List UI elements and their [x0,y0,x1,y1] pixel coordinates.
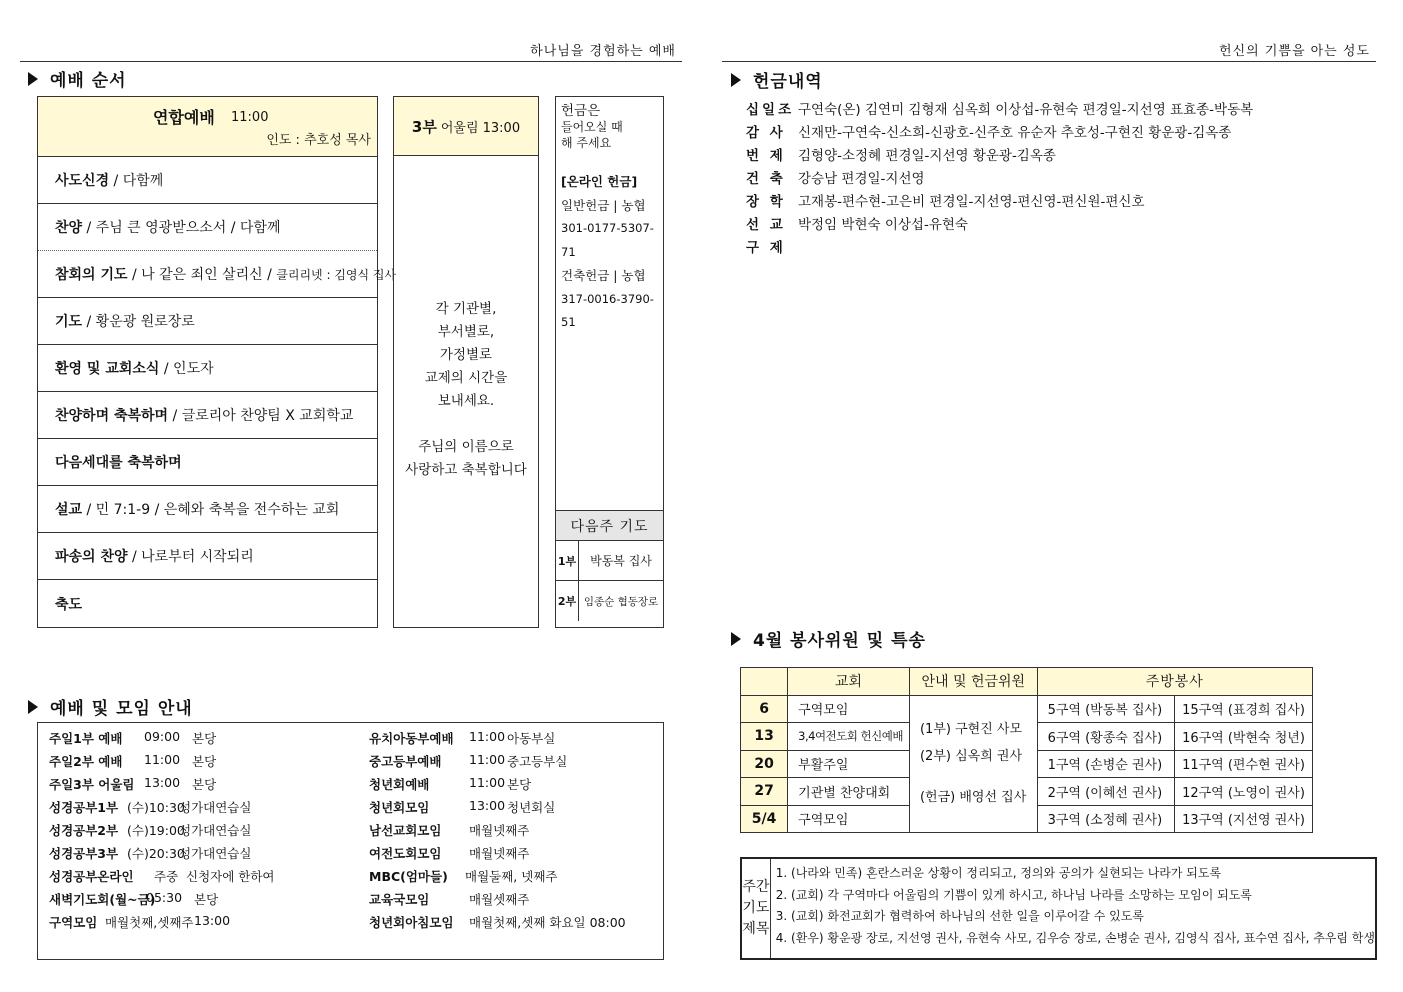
offering-title: 헌금내역 [731,67,823,92]
prayer-item: 3. (교회) 화전교회가 협력하여 하나님의 선한 일을 이루어갈 수 있도록 [775,909,1144,923]
joint-service-time: 11:00 [231,110,269,125]
meeting-time: (수)10:30 [127,800,185,815]
third-service-line: 각 기관별, [435,301,497,317]
order-item-detail: / 황운광 원로장로 [82,314,195,330]
meeting-name: 성경공부1부 [49,800,119,815]
order-item-detail: / 주님 큰 영광받으소서 / 다함께 [82,220,281,236]
meeting-name: 주일1부 예배 [49,731,123,746]
meeting-row [369,775,669,795]
meeting-time: (수)20:30 [127,846,185,861]
meeting-place: 본당 [192,777,217,792]
offering-info-box [555,96,664,628]
next-prayer-row: 2부 임종순 협동장로 [556,581,663,621]
triangle-bullet-icon [731,73,741,87]
meeting-name: MBC(엄마들) [369,869,448,884]
order-item [38,251,397,298]
meeting-time: 11:00 [469,752,506,767]
meeting-row [369,867,669,887]
offering-item [746,190,1366,210]
meeting-row [49,890,349,910]
guide-volunteer: (1부) 구현진 사모 [919,721,1023,737]
meeting-name: 여전도회모임 [369,846,442,861]
offering-category: 구 제 [746,240,786,256]
weekly-prayer-box [740,857,1377,960]
order-item-name: 기도 [55,314,83,330]
order-item [38,392,377,439]
kitchen-duty: 13구역 (지선영 권사) [1175,805,1313,833]
meeting-place: 본당 [192,731,217,746]
meeting-time: 매월첫째,셋째주 [105,915,194,930]
order-item [38,580,377,627]
volunteer-date: 27 [741,778,788,806]
order-item [38,439,377,486]
meeting-name: 새벽기도회(월~금) [49,892,156,907]
volunteer-row [741,695,1313,723]
meeting-place: 성가대연습실 [179,823,252,838]
offering-item [746,121,1366,141]
offering-names: 고재봉-편수현-고은비 편경일-지선영-편신영-편신원-편신호 [798,194,1145,210]
order-item-name: 다음세대를 축복하며 [55,455,182,471]
meeting-row [369,913,669,933]
meeting-time: (수)19:00 [127,823,185,838]
offering-names: 강승남 편경일-지선영 [798,171,925,187]
volunteers-title: 4월 봉사위원 및 특송 [731,626,926,651]
order-item-name: 참회의 기도 [55,267,128,283]
triangle-bullet-icon [28,72,38,86]
meeting-place: 성가대연습실 [179,800,252,815]
weekly-prayer-label: 주간 기도 제목 [742,859,771,958]
joint-service-title: 연합예배 [153,108,215,127]
kitchen-duty: 5구역 (박동복 집사) [1037,695,1174,723]
kitchen-duty: 11구역 (편수현 권사) [1175,750,1313,778]
offering-names: 구연숙(온) 김연미 김형재 심옥희 이상섭-유현숙 편경일-지선영 표효종-박동복 [798,102,1254,118]
meeting-time: 매월둘째, 넷째주 [465,869,558,884]
meeting-name: 성경공부3부 [49,846,119,861]
meeting-place: 중고등부실 [507,754,568,769]
order-item-name: 환영 및 교회소식 [55,361,160,377]
meeting-row [49,913,349,933]
order-item [38,157,377,204]
meeting-name: 성경공부2부 [49,823,119,838]
offering-names: 박정임 박현숙 이상섭-유현숙 [798,217,968,233]
joint-service-leader: 인도 : 추호성 목사 [266,133,371,148]
meeting-row [369,890,669,910]
meeting-name: 청년회예배 [369,777,430,792]
prayer-item: 1. (나라와 민족) 혼란스러운 상황이 정리되고, 정의와 공의가 실현되는 나라가 되도록 [775,866,1222,880]
meeting-row [49,775,349,795]
right-header-rule [722,61,1376,62]
offering-list [746,98,1366,268]
guide-volunteer: (헌금) 배영선 집사 [919,789,1027,805]
volunteer-rows [741,695,1313,833]
third-service-line: 보내세요. [437,393,495,409]
meeting-place: 아동부실 [507,731,556,746]
meeting-name: 중고등부예배 [369,754,442,769]
next-week-prayer [556,510,663,621]
guide-offering-volunteers [909,695,1037,833]
kitchen-duty: 3구역 (소정혜 권사) [1037,805,1174,833]
meeting-row [369,729,669,749]
building-offering-account: 317-0016-3790-51 [561,291,654,329]
offering-item [746,236,1366,256]
third-service-header [394,97,538,156]
meeting-time: 13:00 [469,798,506,813]
meeting-time: 11:00 [469,729,506,744]
prayer-item: 4. (환우) 황운광 장로, 지선영 권사, 유현숙 사모, 김우승 장로, 손병순 권사, 김영식 집사, 표수연 집사, 추우림 학생 [775,930,1375,945]
kitchen-duty: 15구역 (표경희 집사) [1175,695,1313,723]
right-page-header: 헌신의 기쁨을 아는 성도 [1219,44,1370,59]
meeting-row [369,752,669,772]
meeting-time: 13:00 [144,775,181,790]
meeting-row [369,844,669,864]
offering-category: 장 학 [746,194,786,210]
general-offering-label: 일반헌금 | 농협 [561,197,646,213]
meeting-time: 09:00 [144,729,181,744]
general-offering-account: 301-0177-5307-71 [561,221,654,259]
volunteer-table [740,667,1313,833]
meeting-name: 청년회아침모임 [369,915,454,930]
order-item-name: 축도 [55,596,83,613]
meeting-time: 주중 [154,869,179,884]
volunteer-date: 13 [741,723,788,751]
meeting-row [49,867,349,887]
volunteer-church-event: 구역모임 [788,805,910,833]
meeting-time: 05:30 [146,890,183,905]
meeting-name: 교육국모임 [369,892,430,907]
order-item [38,486,377,533]
header-guide: 안내 및 헌금위원 [909,668,1037,696]
meeting-place: 본당 [507,777,532,792]
meeting-name: 남선교회모임 [369,823,442,838]
volunteer-church-event: 3,4여전도회 헌신예배 [788,723,910,751]
volunteer-date: 6 [741,695,788,723]
prayer-item: 2. (교회) 각 구역마다 어울림의 기쁨이 있게 하시고, 하나님 나라를 소망하는 모임이 되도록 [775,887,1252,902]
kitchen-duty: 2구역 (이혜선 권사) [1037,778,1174,806]
guide-volunteer: (2부) 심옥희 권사 [919,748,1023,764]
order-item-name: 찬양하며 축복하며 [55,408,169,424]
meeting-place: 신청자에 한하여 [186,869,275,884]
next-prayer-row: 1부 박동복 집사 [556,541,663,581]
meeting-place: 13:00 [194,913,231,928]
left-header-rule [20,61,682,62]
third-service-line [394,413,538,436]
joint-service-header [38,97,377,157]
third-service-line: 사랑하고 축복합니다 [405,462,527,478]
offering-note: 헌금은 들어오실 때 해 주세요 [561,103,623,150]
meeting-place: 청년회실 [507,800,556,815]
meeting-place: 본당 [192,754,217,769]
meeting-name: 주일3부 어울림 [49,777,135,792]
meetings-title: 예배 및 모임 안내 [28,694,193,719]
order-item-performer: 클리리넷 : 김영식 집사 [276,267,397,282]
meeting-time: 매월첫째,셋째 화요일 08:00 [469,915,626,930]
meeting-time: 매월셋째주 [469,892,530,907]
meeting-row [49,752,349,772]
meetings-box [37,722,664,960]
triangle-bullet-icon [28,700,38,714]
meeting-place: 성가대연습실 [179,846,252,861]
kitchen-duty: 16구역 (박현숙 청년) [1175,723,1313,751]
next-week-prayer-title: 다음주 기도 [556,510,663,541]
offering-category: 번 제 [746,148,786,164]
order-item [38,298,377,345]
online-offering-title: [온라인 헌금] [561,174,638,189]
meeting-name: 주일2부 예배 [49,754,123,769]
third-service-line: 주님의 이름으로 [418,439,514,455]
offering-item [746,144,1366,164]
third-service-line: 교제의 시간을 [424,370,508,386]
building-offering-label: 건축헌금 | 농협 [561,268,646,283]
worship-order-title: 예배 순서 [28,66,127,91]
meeting-row [369,821,669,841]
kitchen-duty: 6구역 (황종숙 집사) [1037,723,1174,751]
third-service-message [394,156,538,482]
meeting-row [49,729,349,749]
order-item-name: 설교 [55,502,83,518]
meeting-name: 청년회모임 [369,800,430,815]
meeting-name: 성경공부온라인 [49,869,134,884]
order-item [38,345,377,392]
triangle-bullet-icon [731,632,741,646]
meeting-row [369,798,669,818]
kitchen-duty: 1구역 (손병순 권사) [1037,750,1174,778]
meeting-name: 유치아동부예배 [369,731,454,746]
third-service-line: 부서별로, [437,324,495,340]
meeting-time: 매월넷째주 [469,846,530,861]
volunteer-church-event: 구역모임 [788,695,910,723]
left-page-header: 하나님을 경험하는 예배 [530,44,676,59]
order-item-detail: / 글로리아 찬양팀 X 교회학교 [168,408,354,424]
offering-names: 신재만-구연숙-신소희-신광호-신주호 유순자 추호성-구현진 황운광-김옥종 [798,125,1232,141]
weekly-prayer-list [771,859,1375,958]
header-kitchen: 주방봉사 [1037,668,1312,696]
offering-category: 감 사 [746,125,786,141]
offering-item [746,98,1366,118]
volunteer-header-row [741,668,1313,696]
offering-item [746,213,1366,233]
worship-order-list [38,157,397,627]
meeting-name: 구역모임 [49,915,98,930]
offering-category: 건 축 [746,171,786,187]
order-item [38,533,377,580]
third-service-subtitle: 어울림 13:00 [440,120,521,136]
offering-names: 김형양-소정혜 편경일-지선영 황운광-김옥종 [798,148,1056,164]
online-offering [556,151,663,335]
order-item-name: 파송의 찬양 [55,549,128,565]
order-item-detail: / 민 7:1-9 / 은혜와 축복을 전수하는 교회 [82,502,340,518]
order-item-name: 찬양 [55,220,83,236]
kitchen-duty: 12구역 (노영이 권사) [1175,778,1313,806]
meeting-time: 11:00 [144,752,181,767]
order-item-detail: / 나로부터 시작되리 [127,549,254,565]
volunteer-date: 5/4 [741,805,788,833]
order-item [38,204,377,251]
meeting-time: 11:00 [469,775,506,790]
meeting-row [49,798,349,818]
order-item-detail: / 다함께 [109,173,164,189]
header-church: 교회 [788,668,910,696]
meeting-row [49,821,349,841]
meeting-row [49,844,349,864]
meeting-place: 본당 [194,892,219,907]
offering-item [746,167,1366,187]
third-service-title: 3부 [411,117,437,136]
order-item-detail: / 나 같은 죄인 살리신 / [127,267,277,283]
order-item-name: 사도신경 [55,173,110,189]
order-item-detail: / 인도자 [159,361,214,377]
volunteer-church-event: 부활주일 [788,750,910,778]
third-service-line: 가정별로 [439,347,493,363]
offering-category: 십일조 [746,102,795,118]
third-service-box [393,96,539,628]
volunteer-church-event: 기관별 찬양대회 [788,778,910,806]
meeting-time: 매월넷째주 [469,823,530,838]
worship-order-box [37,96,397,628]
volunteer-date: 20 [741,750,788,778]
offering-category: 선 교 [746,217,786,233]
